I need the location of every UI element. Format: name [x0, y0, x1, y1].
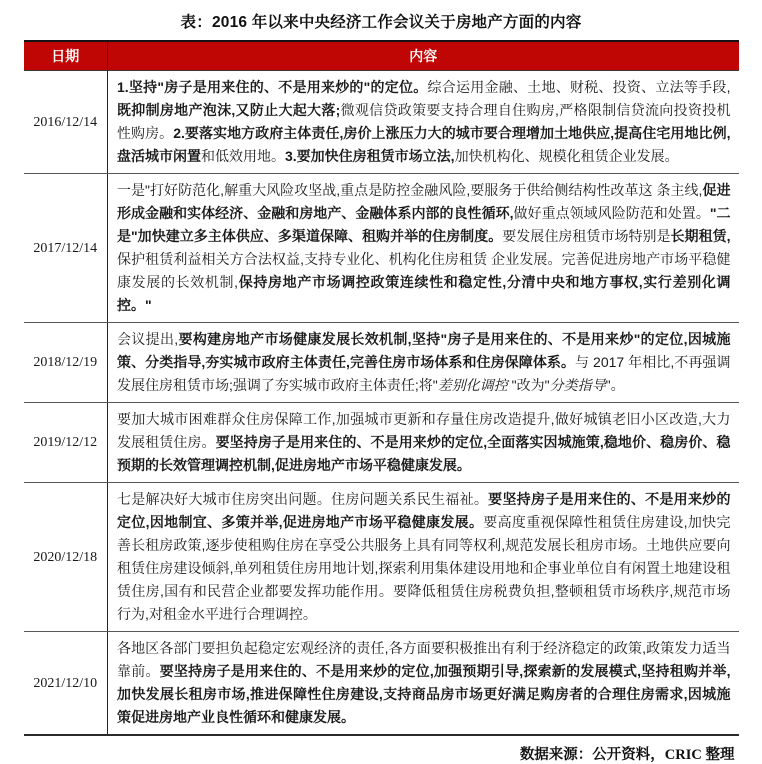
content-segment: 保持房地产市场调控政策连续性和稳定性,分清中央和地方事权,实行差别化调控。" — [117, 274, 731, 313]
content-segment: 既抑制房地产泡沫,又防止大起大落; — [117, 102, 341, 118]
date-cell: 2020/12/18 — [24, 483, 108, 632]
date-cell: 2018/12/19 — [24, 323, 108, 403]
content-segment: 1.坚持"房子是用来住的、不是用来炒的"的定位。 — [117, 79, 428, 95]
content-segment: 综合运用金融、土地、财税、投资、立法等手段, — [427, 79, 731, 95]
content-segment: "。 — [605, 377, 625, 393]
table-row — [24, 632, 739, 736]
table-title: 表：2016 年以来中央经济工作会议关于房地产方面的内容 — [180, 14, 582, 31]
content-segment: 一是"打好防范化,解重大风险攻坚战,重点是防控金融风险,要服务于供给侧结构性改革这 条主线, — [117, 182, 703, 198]
table-row — [24, 403, 739, 483]
content-cell — [108, 323, 739, 403]
date-cell: 2019/12/12 — [24, 403, 108, 483]
content-cell — [108, 403, 739, 483]
content-segment: 要构建房地产市场健康发展长效机制,坚持"房子是用来住的、不是用来炒"的定位,因城施策、分类指导,夯实城市政府主体责任,完善住房市场体系和住房保障体系。 — [117, 331, 731, 370]
date-cell: 2017/12/14 — [24, 174, 108, 323]
header-content: 内容 — [108, 41, 739, 71]
content-segment: 差别化调控 — [437, 377, 512, 393]
content-segment: 3.要加快住房租赁市场立法, — [285, 148, 455, 164]
content-segment: 会议提出, — [117, 331, 179, 347]
date-cell: 2016/12/14 — [24, 71, 108, 174]
content-segment: 和低效用地。 — [201, 148, 285, 164]
content-segment: 要加大城市困难群众住房保障工作,加强城市更新和存量住房改造提升,做好城镇老旧小区改造,大力发展租赁住房。 — [117, 411, 731, 450]
content-segment: 做好重点领域风险防范和处置。 — [513, 205, 710, 221]
content-segment: 七是解决好大城市住房突出问题。住房问题关系民生福祉。 — [117, 491, 489, 507]
table-body — [24, 71, 739, 736]
table-row — [24, 483, 739, 632]
content-segment: 要坚持房子是用来住的、不是用来炒的定位,全面落实因城施策,稳地价、稳房价、稳预期的长效管理调控机制,促进房地产市场平稳健康发展。 — [117, 434, 731, 473]
date-cell: 2021/12/10 — [24, 632, 108, 736]
table-header — [24, 41, 739, 71]
table-row — [24, 71, 739, 174]
content-segment: "改为" — [511, 377, 550, 393]
table-row — [24, 174, 739, 323]
content-cell — [108, 632, 739, 736]
content-segment: 促进形成金融和实体经济、金融和房地产、金融体系内部的良性循环, — [117, 182, 731, 221]
content-segment: 长期租赁, — [670, 228, 731, 244]
content-segment: 要高度重视保障性租赁住房建设,加快完善长租房政策,逐步使租购住房在享受公共服务上具有同等权利,规范发展长租房市场。土地供应要向租赁住房建设倾斜,单列租赁住房用地计划,探索利用集体建设用地和企事业单位自有闲置土地建设租赁住房,国有和民营企业都要发挥功能作用。要降低租赁住房税费负担,整顿租赁市场秩序,规范市场行为,对租金水平进行合理调控。 — [117, 514, 731, 622]
content-segment: 各地区各部门要担负起稳定宏观经济的责任,各方面要积极推出有利于经济稳定的政策,政策发力适当靠前。 — [117, 640, 731, 679]
content-cell — [108, 483, 739, 632]
content-segment: 要发展住房租赁市场特别是 — [502, 228, 671, 244]
content-segment: 2.要落实地方政府主体责任,房价上涨压力大的城市要合理增加土地供应,提高住宅用地比例,盘活城市闲置 — [117, 125, 731, 164]
content-segment: 要坚持房子是用来住的、不是用来炒的定位,加强预期引导,探索新的发展模式,坚持租购并举,加快发展长租房市场,推进保障性住房建设,支持商品房市场更好满足购房者的合理住房需求,因城施策促进房地产业良性循环和健康发展。 — [117, 663, 731, 725]
content-cell — [108, 71, 739, 174]
content-segment: 保护租赁利益相关方合法权益,支持专业化、机构化住房租赁 企业发展。完善促进房地产市场平稳健康发展的长效机制, — [117, 251, 731, 290]
header-row — [24, 41, 739, 71]
content-segment: "二是"加快建立多主体供应、多渠道保障、租购并举的住房制度。 — [117, 205, 731, 244]
content-segment: 与 2017 年相比,不再强调发展住房租赁市场;强调了夯实城市政府主体责任;将" — [117, 354, 731, 393]
data-source-note: 数据来源：公开资料，CRIC 整理 — [519, 747, 735, 763]
content-segment: 微观信贷政策要支持合理自住购房,严格限制信贷流向投资投机性购房。 — [117, 102, 731, 141]
policy-table — [24, 40, 739, 736]
header-date: 日期 — [24, 41, 108, 71]
content-segment: 分类指导 — [549, 377, 606, 393]
content-cell — [108, 174, 739, 323]
content-segment: 加快机构化、规模化租赁企业发展。 — [454, 148, 679, 164]
table-row — [24, 323, 739, 403]
content-segment: 要坚持房子是用来住的、不是用来炒的定位,因地制宜、多策并举,促进房地产市场平稳健康发展。 — [117, 491, 731, 530]
